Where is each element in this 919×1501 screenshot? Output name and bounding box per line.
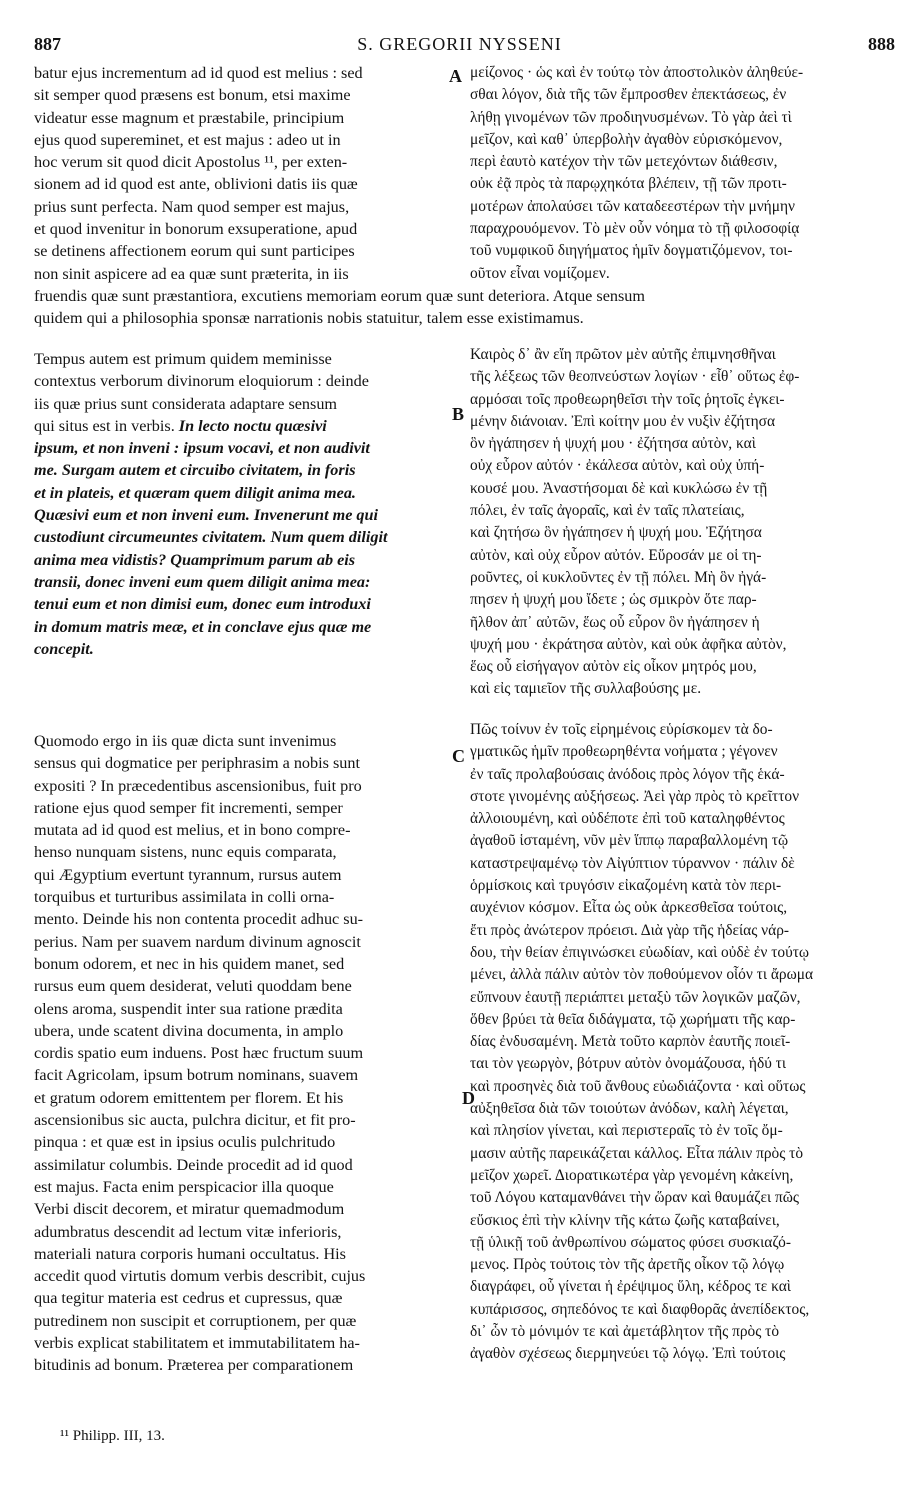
margin-marker-c: C xyxy=(452,746,465,766)
latin-text-line: henso nunquam sistens, nunc equis comparata, xyxy=(34,843,337,862)
latin-text-line: mutata ad id quod est melius, et in bono compre- xyxy=(34,821,351,840)
greek-text-line: στοτε γινομένης αὐξήσεως. Ἀεὶ γὰρ πρὸς τὸ κρεῖττον xyxy=(470,787,800,805)
latin-text-line: iis quæ prius sunt considerata adaptare sensum xyxy=(34,394,338,413)
greek-text-line: καὶ εἰς ταμιεῖον τῆς συλλαβούσης με. xyxy=(470,680,702,698)
margin-marker-b: B xyxy=(452,404,465,424)
greek-text-line: εὔπνουν ἑαυτῇ περιάπτει μεταξὺ τῶν λογικῶν μαζῶν, xyxy=(470,988,801,1006)
latin-text-line: torquibus et turturibus assimilata in colli orna- xyxy=(34,888,335,907)
scripture-quote-line: et in plateis, et quæram quem diligit anima mea. xyxy=(34,483,356,502)
latin-text-line: sionem ad id quod est ante, oblivioni datis iis quæ xyxy=(34,175,358,194)
scripture-quote-line: anima mea vidistis? Quamprimum parum ab eis xyxy=(34,550,356,569)
greek-text-line: αυχένιον κόσμον. Εἶτα ὡς οὐκ ἀρκεσθεῖσα τούτοις, xyxy=(470,899,788,917)
greek-text-line: πησεν ἡ ψυχή μου ἴδετε ; ὡς σμικρὸν ὅτε παρ- xyxy=(470,591,757,609)
latin-column-section-3 xyxy=(34,730,444,1377)
latin-text-line: contextus verborum divinorum eloquiorum : deinde xyxy=(34,372,369,391)
greek-text-line: καὶ πλησίον γίνεται, καὶ περιστεραῖς τὸ ἐν τοῖς ὄμ- xyxy=(470,1122,783,1140)
greek-text-line: πόλει, ἐν ταῖς ἀγοραῖς, καὶ ἐν ταῖς πλατείαις, xyxy=(470,502,745,520)
greek-text-line: δίας ἐνδυσαμένη. Μετὰ τοῦτο καρπὸν ἑαυτῆς ποιεῖ- xyxy=(470,1033,791,1051)
page-header xyxy=(0,0,919,62)
greek-column-section-1 xyxy=(470,62,875,285)
latin-text-line: et gratum odorem emittentem per florem. Et his xyxy=(34,1088,344,1107)
greek-text-line: ἀγαθοῦ ἱσταμένη, νῦν μὲν ἵππῳ παραβαλλομένη τῷ xyxy=(470,832,789,850)
latin-text-line: ejus quod supereminet, et est majus : adeo ut in xyxy=(34,130,341,149)
greek-text-line: μασιν αὐτῆς παρεικάζεται κάλλος. Εἶτα πάλιν πρὸς τὸ xyxy=(470,1144,804,1162)
greek-text-line: εὔσκιος ἐπὶ τὴν κλίνην τῆς κάτω ζωῆς καταβαίνει, xyxy=(470,1211,780,1229)
greek-text-line: μοτέρων ἀπολαύσει τῶν καταδεεστέρων τὴν μνήμην xyxy=(470,197,795,215)
greek-text-line: καὶ ζητήσω ὃν ἠγάπησεν ἡ ψυχή μου. Ἐζήτησα xyxy=(470,524,762,542)
greek-text-line: ὁρμίσκοις καὶ τρυγόσιν εἰκαζομένη κατὰ τὸν περι- xyxy=(470,877,782,895)
scripture-quote-line: me. Surgam autem et circuibo civitatem, in foris xyxy=(34,461,356,480)
full-width-text-line: fruendis quæ sunt præstantiora, excutiens memoriam eorum quæ sunt deteriora. Atque sensum xyxy=(34,287,645,305)
latin-text-line: videatur esse magnum et præstabile, principium xyxy=(34,108,345,127)
latin-text-line: cordis spatio eum induens. Post hæc fructum suum xyxy=(34,1044,364,1063)
greek-text-line: ὃν ἠγάπησεν ἡ ψυχή μου · ἐζήτησα αὐτὸν, καὶ xyxy=(470,435,756,453)
latin-text-line: ascensionibus sic aucta, pulchra dicitur, et fit pro- xyxy=(34,1111,356,1130)
page-number-left: 887 xyxy=(34,34,61,54)
latin-column-section-1 xyxy=(34,62,444,285)
latin-text-line: sensus qui dogmatice per periphrasim a nobis sunt xyxy=(34,754,360,773)
greek-text-line: μεῖζον, καὶ καθ᾽ ὑπερβολὴν ἀγαθὸν εὑρισκόμενον, xyxy=(470,130,783,148)
latin-text-line: expositi ? In præcedentibus ascensionibus, fuit pro xyxy=(34,776,362,795)
greek-text-line: τῆς λέξεως τῶν θεοπνεύστων λογίων · εἶθ᾽ οὕτως ἐφ- xyxy=(470,368,800,386)
latin-text-line: facit Agricolam, ipsum botrum nominans, suavem xyxy=(34,1066,359,1085)
running-title: S. GREGORII NYSSENI xyxy=(357,34,562,54)
latin-text-line: qua tegitur materia est cedrus et cupressus, quæ xyxy=(34,1289,343,1308)
greek-text-line: καταστρεψαμένῳ τὸν Αἰγύπτιον τύραννον · πάλιν δὲ xyxy=(470,854,795,872)
greek-text-line: μένει, ἀλλὰ πάλιν αὐτὸν τὸν ποθούμενον οἷόν τι ἄρωμα xyxy=(470,966,814,984)
greek-text-line: ἀλλοιουμένη, καὶ οὐδέποτε ἐπὶ τοῦ καταληφθέντος xyxy=(470,810,785,828)
greek-text-line: ῆλθον ἀπ᾽ αὐτῶν, ἕως οὗ εὗρον ὃν ἠγάπησεν ἡ xyxy=(470,613,760,631)
greek-text-line: δι᾽ ὧν τὸ μόνιμόν τε καὶ ἀμετάβλητον τῆς πρὸς τὸ xyxy=(470,1323,780,1341)
greek-text-line: κουσέ μου. Ἀναστήσομαι δὲ καὶ κυκλώσω ἐν τῇ xyxy=(470,479,768,497)
greek-text-line: μενος. Πρὸς τούτοις τὸν τῆς ἀρετῆς οἶκον τῷ λόγῳ xyxy=(470,1256,785,1274)
greek-text-line: μείζονος · ὡς καὶ ἐν τούτῳ τὸν ἀποστολικὸν ἀληθεύε- xyxy=(470,64,804,81)
full-width-lines xyxy=(34,285,879,330)
footnote: ¹¹ Philipp. III, 13. xyxy=(60,1428,165,1444)
page-number-right: 888 xyxy=(868,34,895,54)
latin-text-line: pinqua : et quæ est in ipsius oculis pulchritudo xyxy=(34,1133,336,1152)
greek-column-section-2 xyxy=(470,344,875,701)
latin-text-line: mento. Deinde his non contenta procedit adhuc su- xyxy=(34,910,364,929)
greek-text-line: Καιρὸς δ᾽ ἂν εἴη πρῶτον μὲν αὐτῆς ἐπιμνησθῆναι xyxy=(470,346,776,363)
greek-text-line: λήθῃ γινομένων τῶν προδιηνυσμένων. Τὸ γὰρ ἀεὶ τὶ xyxy=(470,108,792,126)
scripture-quote-line: in domum matris meæ, et in conclave ejus quæ me xyxy=(34,617,372,636)
latin-column-section-2 xyxy=(34,348,444,660)
full-width-text-line: quidem qui a philosophia sponsæ narrationis nobis statuitur, talem esse existimamus. xyxy=(34,309,584,328)
greek-text-line: σθαι λόγον, διὰ τῆς τῶν ἔμπροσθεν ἐπεκτάσεως, ἐν xyxy=(470,86,787,104)
greek-text-line: τῇ ὑλικῇ τοῦ ἀνθρωπίνου σώματος φύσει συσκιαζό- xyxy=(470,1233,791,1251)
greek-column-section-3 xyxy=(470,719,875,1366)
latin-text-line: et quod invenitur in bonorum exsuperatione, apud xyxy=(34,220,358,239)
greek-text-line: μένην διάνοιαν. Ἐπὶ κοίτην μου ἐν νυξὶν ἐζήτησα xyxy=(470,412,776,430)
greek-text-line: ἕως οὗ εἰσήγαγον αὐτὸν εἰς οἶκον μητρός μου, xyxy=(470,658,757,676)
greek-text-line: κυπάρισσος, σηπεδόνος τε καὶ διαφθορᾶς ἀνεπίδεκτος, xyxy=(470,1300,810,1318)
greek-text-line: οὐκ ἐᾷ πρὸς τὰ παρῳχηκότα βλέπειν, τῇ τῶν προτι- xyxy=(470,175,787,193)
greek-text-line: περὶ ἑαυτὸ κατέχον τὴν τῶν μετεχόντων διάθεσιν, xyxy=(470,153,778,171)
latin-text-line: materiali natura corporis humani occultatus. His xyxy=(34,1244,346,1263)
greek-text-line: ροῦντες, οἱ κυκλοῦντες ἐν τῇ πόλει. Μὴ ὃν ἠγά- xyxy=(470,568,767,586)
greek-text-line: τοῦ νυμφικοῦ διηγήματος ἡμῖν δογματιζόμενον, τοι- xyxy=(470,242,793,260)
scripture-quote-line: tenui eum et non dimisi eum, donec eum introduxi xyxy=(34,595,371,614)
latin-text-line: olens aroma, suspendit inter sua ratione prædita xyxy=(34,999,343,1018)
scripture-quote-fragment: In lecto noctu quæsivi xyxy=(174,416,327,435)
greek-text-line: ται τὸν γεωργὸν, βότρυν αὐτὸν ὀνομάζουσα, ἡδύ τι xyxy=(470,1055,787,1073)
latin-text-line: se detinens affectionem eorum qui sunt participes xyxy=(34,242,355,261)
latin-text-line: non sinit aspicere ad ea quæ sunt præterita, in iis xyxy=(34,264,349,283)
latin-text-line: qui situs est in verbis. In lecto noctu quæsivi xyxy=(34,416,327,435)
latin-text-line: prius sunt perfecta. Nam quod semper est majus, xyxy=(34,197,350,216)
greek-text-line: οὐχ εὗρον αὐτόν · ἐκάλεσα αὐτὸν, καὶ οὐχ ὑπή- xyxy=(470,457,765,475)
latin-text-line: Verbi discit decorem, et miratur quemadmodum xyxy=(34,1200,345,1219)
latin-text-line: bonum odorem, et nec in his quidem manet, sed xyxy=(34,954,345,973)
scripture-quote-line: transii, donec inveni eum quem diligit anima mea: xyxy=(34,572,371,591)
latin-text-line: sit semper quod præsens est bonum, etsi maxime xyxy=(34,86,351,105)
greek-text-line: ἀγαθὸν σχέσεως διερμηνεύει τῷ λόγῳ. Ἐπὶ τούτοις xyxy=(470,1345,786,1363)
greek-text-line: οῦτον εἶναι νομίζομεν. xyxy=(470,264,610,282)
margin-marker-d: D xyxy=(462,1088,475,1108)
greek-text-line: τοῦ Λόγου καταμανθάνει τὴν ὥραν καὶ θαυμάζει πῶς xyxy=(470,1189,799,1207)
scripture-quote-line: Quæsivi eum et non inveni eum. Invenerunt me qui xyxy=(34,506,379,525)
greek-text-line: διαγράφει, οὗ γίνεται ἡ ἐρέψιμος ὕλη, κέδρος τε καὶ xyxy=(470,1278,791,1296)
latin-text-line: putredinem non suscipit et corruptionem, per quæ xyxy=(34,1311,357,1330)
greek-text-line: αρμόσαι τοῖς προθεωρηθεῖσι τὴν τοῖς ῥητοῖς ἐγκει- xyxy=(470,390,785,408)
latin-text-line: est majus. Facta enim perspicacior illa quoque xyxy=(34,1177,334,1196)
greek-text-line: Πῶς τοίνυν ἐν τοῖς εἰρημένοις εὑρίσκομεν τὰ δο- xyxy=(470,721,773,738)
greek-text-line: δου, τὴν θείαν ἐπιγινώσκει εὐωδίαν, καὶ οὐδὲ ἐν τούτῳ xyxy=(470,943,810,961)
greek-text-line: αὐτὸν, καὶ οὐχ εὗρον αὐτόν. Εὕροσάν με οἱ τη- xyxy=(470,546,762,564)
latin-text-line: assimilatur columbis. Deinde procedit ad id quod xyxy=(34,1155,353,1174)
greek-text-line: ἔτι πρὸς ἀνώτερον πρόεισι. Διὰ γὰρ τῆς ἡδείας νάρ- xyxy=(470,921,789,939)
greek-text-line: αὐξηθεῖσα διὰ τῶν τοιούτων ἀνόδων, καλὴ λέγεται, xyxy=(470,1100,789,1118)
latin-text-line: perius. Nam per suavem nardum divinum agnoscit xyxy=(34,932,361,951)
scripture-quote-line: custodiunt circumeuntes civitatem. Num quem diligit xyxy=(34,528,388,547)
latin-text-line: ubera, unde scatent divina documenta, in amplo xyxy=(34,1021,344,1040)
latin-text-line: ratione ejus quod semper fit incrementi, semper xyxy=(34,798,343,817)
greek-text-line: ἐν ταῖς προλαβούσαις ἀνόδοις πρὸς λόγον τῆς ἑκά- xyxy=(470,765,785,783)
greek-text-line: καὶ προσηνὲς διὰ τοῦ ἄνθους εὐωδιάζοντα · καὶ οὕτως xyxy=(470,1077,806,1095)
greek-text-line: ψυχή μου · ἐκράτησα αὐτὸν, καὶ οὐκ ἀφῆκα αὐτὸν, xyxy=(470,635,787,653)
latin-text-line: Quomodo ergo in iis quæ dicta sunt invenimus xyxy=(34,732,337,750)
latin-text-line: Tempus autem est primum quidem meminisse xyxy=(34,350,332,368)
greek-text-line: γματικῶς ἡμῖν προθεωρηθέντα νοήματα ; γέγονεν xyxy=(470,743,778,761)
greek-text-line: ὅθεν βρύει τὰ θεῖα διδάγματα, τῷ χωρήματι τῆς καρ- xyxy=(470,1010,796,1028)
latin-text-line: adumbratus descendit ad lectum vitæ inferioris, xyxy=(34,1222,342,1241)
latin-text-line: verbis explicat stabilitatem et immutabilitatem ha- xyxy=(34,1334,360,1353)
scripture-quote-line: concepit. xyxy=(34,639,94,658)
latin-text-line: batur ejus incrementum ad id quod est melius : sed xyxy=(34,64,363,82)
scripture-quote-line: ipsum, et non inveni : ipsum vocavi, et non audivit xyxy=(34,439,370,458)
latin-text-line: accedit quod virtutis domum verbis describit, cujus xyxy=(34,1267,366,1286)
latin-text-line: bitudinis ad bonum. Præterea per comparationem xyxy=(34,1356,354,1375)
latin-text-line: rursus eum quem desiderat, veluti quoddam bene xyxy=(34,977,352,996)
greek-text-line: μεῖζον χωρεῖ. Διορατικωτέρα γὰρ γενομένη κἀκείνη, xyxy=(470,1166,794,1184)
latin-text-line: qui Ægyptium evertunt tyrannum, rursus autem xyxy=(34,865,342,884)
margin-marker-a: A xyxy=(449,66,462,86)
greek-text-line: παραχρουόμενον. Τὸ μὲν οὖν νόημα τὸ τῇ φιλοσοφίᾳ xyxy=(470,220,800,238)
latin-text-line: hoc verum sit quod dicit Apostolus ¹¹, per exten- xyxy=(34,153,348,172)
